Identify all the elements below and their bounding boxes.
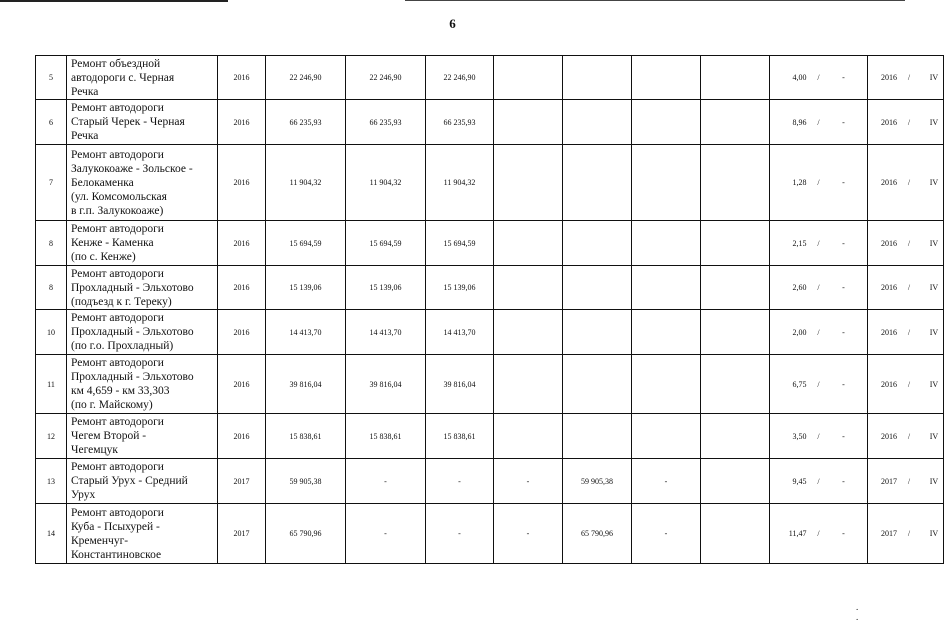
length-value: 2,15 bbox=[792, 238, 807, 248]
length-secondary: - bbox=[842, 431, 845, 441]
total-amount-cell: 39 816,04 bbox=[266, 355, 346, 414]
length-value: 6,75 bbox=[792, 379, 807, 389]
empty-cell bbox=[701, 266, 770, 310]
length-cell bbox=[770, 414, 868, 459]
amount-regional-2016-cell bbox=[494, 414, 563, 459]
empty-cell bbox=[701, 221, 770, 266]
empty-cell bbox=[701, 504, 770, 564]
amount-2016-cell: 66 235,93 bbox=[346, 100, 426, 145]
term-separator: / bbox=[907, 379, 911, 389]
year-cell: 2016 bbox=[218, 221, 266, 266]
road-name-line: Урух bbox=[71, 489, 96, 501]
amount-other-cell: - bbox=[632, 504, 701, 564]
term-year: 2016 bbox=[881, 283, 897, 292]
term-quarter: IV bbox=[929, 327, 939, 337]
year-cell: 2017 bbox=[218, 504, 266, 564]
year-cell: 2016 bbox=[218, 355, 266, 414]
length-cell bbox=[770, 504, 868, 564]
term-separator: / bbox=[907, 529, 911, 538]
row-number-cell: 11 bbox=[36, 355, 67, 414]
term-quarter: IV bbox=[929, 529, 939, 538]
year-cell: 2016 bbox=[218, 56, 266, 100]
length-separator: / bbox=[817, 117, 820, 127]
amount-regional-2016-cell bbox=[494, 310, 563, 355]
term-separator: / bbox=[907, 431, 911, 441]
road-name-line: Ремонт автодороги bbox=[71, 223, 164, 235]
amount-federal-2016-cell: 66 235,93 bbox=[426, 100, 494, 145]
total-amount-cell: 15 838,61 bbox=[266, 414, 346, 459]
term-separator: / bbox=[907, 73, 911, 82]
amount-regional-2016-cell bbox=[494, 145, 563, 221]
amount-2017-cell bbox=[563, 145, 632, 221]
length-value: 11,47 bbox=[788, 529, 807, 538]
amount-2017-cell: 59 905,38 bbox=[563, 459, 632, 504]
table-row bbox=[36, 221, 944, 266]
term-cell bbox=[868, 355, 944, 414]
term-cell bbox=[868, 56, 944, 100]
term-year: 2016 bbox=[881, 117, 897, 127]
length-secondary: - bbox=[842, 379, 845, 389]
term-year: 2016 bbox=[881, 238, 897, 248]
road-name-line: Ремонт автодороги bbox=[71, 416, 164, 428]
term-year: 2016 bbox=[881, 431, 897, 441]
road-name-line: Ремонт автодороги bbox=[71, 461, 164, 473]
term-cell bbox=[868, 459, 944, 504]
term-quarter: IV bbox=[929, 117, 939, 127]
page-number: 6 bbox=[449, 16, 456, 31]
length-cell bbox=[770, 145, 868, 221]
total-amount-cell: 22 246,90 bbox=[266, 56, 346, 100]
corner-marks: . . bbox=[856, 602, 877, 622]
amount-regional-2016-cell: - bbox=[494, 504, 563, 564]
amount-2016-cell: - bbox=[346, 504, 426, 564]
road-name-cell bbox=[67, 459, 218, 504]
road-name-line: Ремонт автодороги bbox=[71, 506, 164, 519]
total-amount-cell: 15 139,06 bbox=[266, 266, 346, 310]
term-year: 2017 bbox=[881, 476, 897, 486]
road-name-cell bbox=[67, 504, 218, 564]
road-name-line: Прохладный - Эльхотово bbox=[71, 326, 194, 338]
road-name-line: Кенже - Каменка bbox=[71, 237, 154, 249]
amount-2017-cell bbox=[563, 221, 632, 266]
row-number-cell: 14 bbox=[36, 504, 67, 564]
term-cell bbox=[868, 414, 944, 459]
length-separator: / bbox=[817, 178, 820, 187]
road-name-line: в г.п. Залукокоаже) bbox=[71, 204, 164, 217]
table-row bbox=[36, 100, 944, 145]
length-value: 4,00 bbox=[792, 73, 807, 82]
amount-federal-2016-cell: 22 246,90 bbox=[426, 56, 494, 100]
length-cell bbox=[770, 355, 868, 414]
road-name-cell bbox=[67, 145, 218, 221]
length-secondary: - bbox=[842, 73, 845, 82]
road-name-line: (подъезд к г. Тереку) bbox=[71, 295, 172, 308]
table-row bbox=[36, 56, 944, 100]
road-name-line: Кременчуг- bbox=[71, 534, 129, 547]
amount-other-cell: - bbox=[632, 459, 701, 504]
term-separator: / bbox=[907, 117, 911, 127]
total-amount-cell: 15 694,59 bbox=[266, 221, 346, 266]
total-amount-cell: 59 905,38 bbox=[266, 459, 346, 504]
amount-2017-cell bbox=[563, 100, 632, 145]
length-separator: / bbox=[817, 529, 820, 538]
total-amount-cell: 11 904,32 bbox=[266, 145, 346, 221]
road-name-line: Речка bbox=[71, 130, 99, 142]
term-quarter: IV bbox=[929, 476, 939, 486]
term-cell bbox=[868, 504, 944, 564]
amount-federal-2016-cell: 39 816,04 bbox=[426, 355, 494, 414]
length-value: 1,28 bbox=[792, 178, 807, 187]
road-name-line: автодороги с. Черная bbox=[71, 71, 175, 84]
length-secondary: - bbox=[842, 238, 845, 248]
row-number-cell: 10 bbox=[36, 310, 67, 355]
road-name-cell bbox=[67, 414, 218, 459]
road-name-line: Ремонт автодороги bbox=[71, 102, 164, 114]
row-number-cell: 7 bbox=[36, 145, 67, 221]
top-rule-right bbox=[405, 0, 905, 1]
amount-other-cell bbox=[632, 221, 701, 266]
term-year: 2016 bbox=[881, 379, 897, 389]
amount-2017-cell bbox=[563, 355, 632, 414]
road-name-line: Константиновское bbox=[71, 548, 162, 561]
table-row bbox=[36, 145, 944, 221]
amount-other-cell bbox=[632, 414, 701, 459]
length-secondary: - bbox=[842, 117, 845, 127]
top-rule-left bbox=[0, 0, 228, 2]
term-quarter: IV bbox=[929, 73, 939, 82]
term-quarter: IV bbox=[929, 238, 939, 248]
length-secondary: - bbox=[842, 178, 845, 187]
amount-2017-cell bbox=[563, 310, 632, 355]
road-name-cell bbox=[67, 355, 218, 414]
term-quarter: IV bbox=[929, 379, 939, 389]
road-name-line: Ремонт автодороги bbox=[71, 148, 164, 161]
length-cell bbox=[770, 100, 868, 145]
road-name-line: Прохладный - Эльхотово bbox=[71, 371, 194, 383]
amount-2017-cell bbox=[563, 266, 632, 310]
length-secondary: - bbox=[842, 283, 845, 292]
empty-cell bbox=[701, 310, 770, 355]
year-cell: 2016 bbox=[218, 310, 266, 355]
amount-federal-2016-cell: 11 904,32 bbox=[426, 145, 494, 221]
amount-federal-2016-cell: 14 413,70 bbox=[426, 310, 494, 355]
amount-federal-2016-cell: 15 838,61 bbox=[426, 414, 494, 459]
road-name-cell bbox=[67, 310, 218, 355]
table-row bbox=[36, 459, 944, 504]
road-name-line: Старый Черек - Черная bbox=[71, 116, 185, 128]
row-number-cell: 8 bbox=[36, 221, 67, 266]
table-row bbox=[36, 310, 944, 355]
amount-regional-2016-cell bbox=[494, 56, 563, 100]
term-cell bbox=[868, 221, 944, 266]
table-row bbox=[36, 504, 944, 564]
road-repair-table bbox=[35, 55, 944, 564]
row-number-cell: 12 bbox=[36, 414, 67, 459]
length-secondary: - bbox=[842, 529, 845, 538]
road-name-line: Чегемцук bbox=[71, 444, 119, 456]
length-cell bbox=[770, 56, 868, 100]
amount-2017-cell bbox=[563, 56, 632, 100]
length-separator: / bbox=[817, 379, 820, 389]
amount-2017-cell bbox=[563, 414, 632, 459]
empty-cell bbox=[701, 100, 770, 145]
empty-cell bbox=[701, 414, 770, 459]
term-cell bbox=[868, 310, 944, 355]
table-body bbox=[36, 56, 944, 564]
amount-other-cell bbox=[632, 145, 701, 221]
amount-regional-2016-cell bbox=[494, 100, 563, 145]
amount-federal-2016-cell: - bbox=[426, 459, 494, 504]
term-separator: / bbox=[907, 178, 911, 187]
amount-other-cell bbox=[632, 266, 701, 310]
amount-2016-cell: 15 139,06 bbox=[346, 266, 426, 310]
table-row bbox=[36, 414, 944, 459]
term-quarter: IV bbox=[929, 283, 939, 292]
amount-federal-2016-cell: - bbox=[426, 504, 494, 564]
road-name-line: (по г. Майскому) bbox=[71, 399, 153, 411]
length-cell bbox=[770, 266, 868, 310]
road-name-line: Ремонт автодороги bbox=[71, 312, 164, 324]
amount-2016-cell: 15 694,59 bbox=[346, 221, 426, 266]
amount-other-cell bbox=[632, 56, 701, 100]
length-secondary: - bbox=[842, 327, 845, 337]
amount-other-cell bbox=[632, 310, 701, 355]
length-value: 2,60 bbox=[792, 283, 807, 292]
empty-cell bbox=[701, 56, 770, 100]
road-name-line: Прохладный - Эльхотово bbox=[71, 281, 194, 294]
length-value: 3,50 bbox=[792, 431, 807, 441]
road-name-line: (по с. Кенже) bbox=[71, 251, 136, 263]
year-cell: 2016 bbox=[218, 145, 266, 221]
term-cell bbox=[868, 145, 944, 221]
road-name-line: (по г.о. Прохладный) bbox=[71, 340, 174, 352]
road-name-line: Старый Урух - Средний bbox=[71, 475, 188, 487]
amount-regional-2016-cell bbox=[494, 221, 563, 266]
length-cell bbox=[770, 310, 868, 355]
road-name-line: Ремонт объездной bbox=[71, 57, 161, 70]
table-row bbox=[36, 266, 944, 310]
row-number-cell: 13 bbox=[36, 459, 67, 504]
length-separator: / bbox=[817, 327, 820, 337]
amount-regional-2016-cell: - bbox=[494, 459, 563, 504]
term-year: 2016 bbox=[881, 178, 897, 187]
term-separator: / bbox=[907, 327, 911, 337]
year-cell: 2016 bbox=[218, 414, 266, 459]
road-name-line: Белокаменка bbox=[71, 176, 134, 189]
year-cell: 2016 bbox=[218, 100, 266, 145]
amount-2016-cell: 11 904,32 bbox=[346, 145, 426, 221]
term-separator: / bbox=[907, 476, 911, 486]
amount-2017-cell: 65 790,96 bbox=[563, 504, 632, 564]
amount-2016-cell: 15 838,61 bbox=[346, 414, 426, 459]
year-cell: 2016 bbox=[218, 266, 266, 310]
amount-federal-2016-cell: 15 139,06 bbox=[426, 266, 494, 310]
term-year: 2016 bbox=[881, 73, 897, 82]
road-name-cell bbox=[67, 266, 218, 310]
total-amount-cell: 66 235,93 bbox=[266, 100, 346, 145]
amount-regional-2016-cell bbox=[494, 266, 563, 310]
term-quarter: IV bbox=[929, 431, 939, 441]
road-name-line: Ремонт автодороги bbox=[71, 357, 164, 369]
term-year: 2016 bbox=[881, 327, 897, 337]
road-name-cell bbox=[67, 56, 218, 100]
year-cell: 2017 bbox=[218, 459, 266, 504]
road-name-line: Чегем Второй - bbox=[71, 430, 147, 442]
total-amount-cell: 65 790,96 bbox=[266, 504, 346, 564]
amount-other-cell bbox=[632, 355, 701, 414]
term-cell bbox=[868, 266, 944, 310]
amount-2016-cell: 22 246,90 bbox=[346, 56, 426, 100]
road-name-line: Ремонт автодороги bbox=[71, 267, 164, 280]
length-separator: / bbox=[817, 476, 820, 486]
amount-other-cell bbox=[632, 100, 701, 145]
row-number-cell: 6 bbox=[36, 100, 67, 145]
road-name-line: км 4,659 - км 33,303 bbox=[71, 385, 170, 397]
road-name-line: (ул. Комсомольская bbox=[71, 190, 167, 203]
amount-2016-cell: 39 816,04 bbox=[346, 355, 426, 414]
empty-cell bbox=[701, 355, 770, 414]
length-separator: / bbox=[817, 73, 820, 82]
length-separator: / bbox=[817, 431, 820, 441]
length-value: 9,45 bbox=[792, 476, 807, 486]
table-row bbox=[36, 355, 944, 414]
empty-cell bbox=[701, 459, 770, 504]
length-value: 2,00 bbox=[792, 327, 807, 337]
road-name-line: Залукокоаже - Зольское - bbox=[71, 162, 193, 175]
row-number-cell: 5 bbox=[36, 56, 67, 100]
term-quarter: IV bbox=[929, 178, 939, 187]
term-year: 2017 bbox=[881, 529, 897, 538]
road-name-cell bbox=[67, 221, 218, 266]
amount-2016-cell: - bbox=[346, 459, 426, 504]
amount-regional-2016-cell bbox=[494, 355, 563, 414]
amount-federal-2016-cell: 15 694,59 bbox=[426, 221, 494, 266]
row-number-cell: 8 bbox=[36, 266, 67, 310]
total-amount-cell: 14 413,70 bbox=[266, 310, 346, 355]
term-cell bbox=[868, 100, 944, 145]
term-separator: / bbox=[907, 283, 911, 292]
road-name-line: Куба - Псыхурей - bbox=[71, 520, 160, 533]
length-value: 8,96 bbox=[792, 117, 807, 127]
road-name-cell bbox=[67, 100, 218, 145]
empty-cell bbox=[701, 145, 770, 221]
length-secondary: - bbox=[842, 476, 845, 486]
amount-2016-cell: 14 413,70 bbox=[346, 310, 426, 355]
length-separator: / bbox=[817, 283, 820, 292]
length-cell bbox=[770, 459, 868, 504]
length-cell bbox=[770, 221, 868, 266]
term-separator: / bbox=[907, 238, 911, 248]
road-name-line: Речка bbox=[71, 85, 99, 98]
length-separator: / bbox=[817, 238, 820, 248]
